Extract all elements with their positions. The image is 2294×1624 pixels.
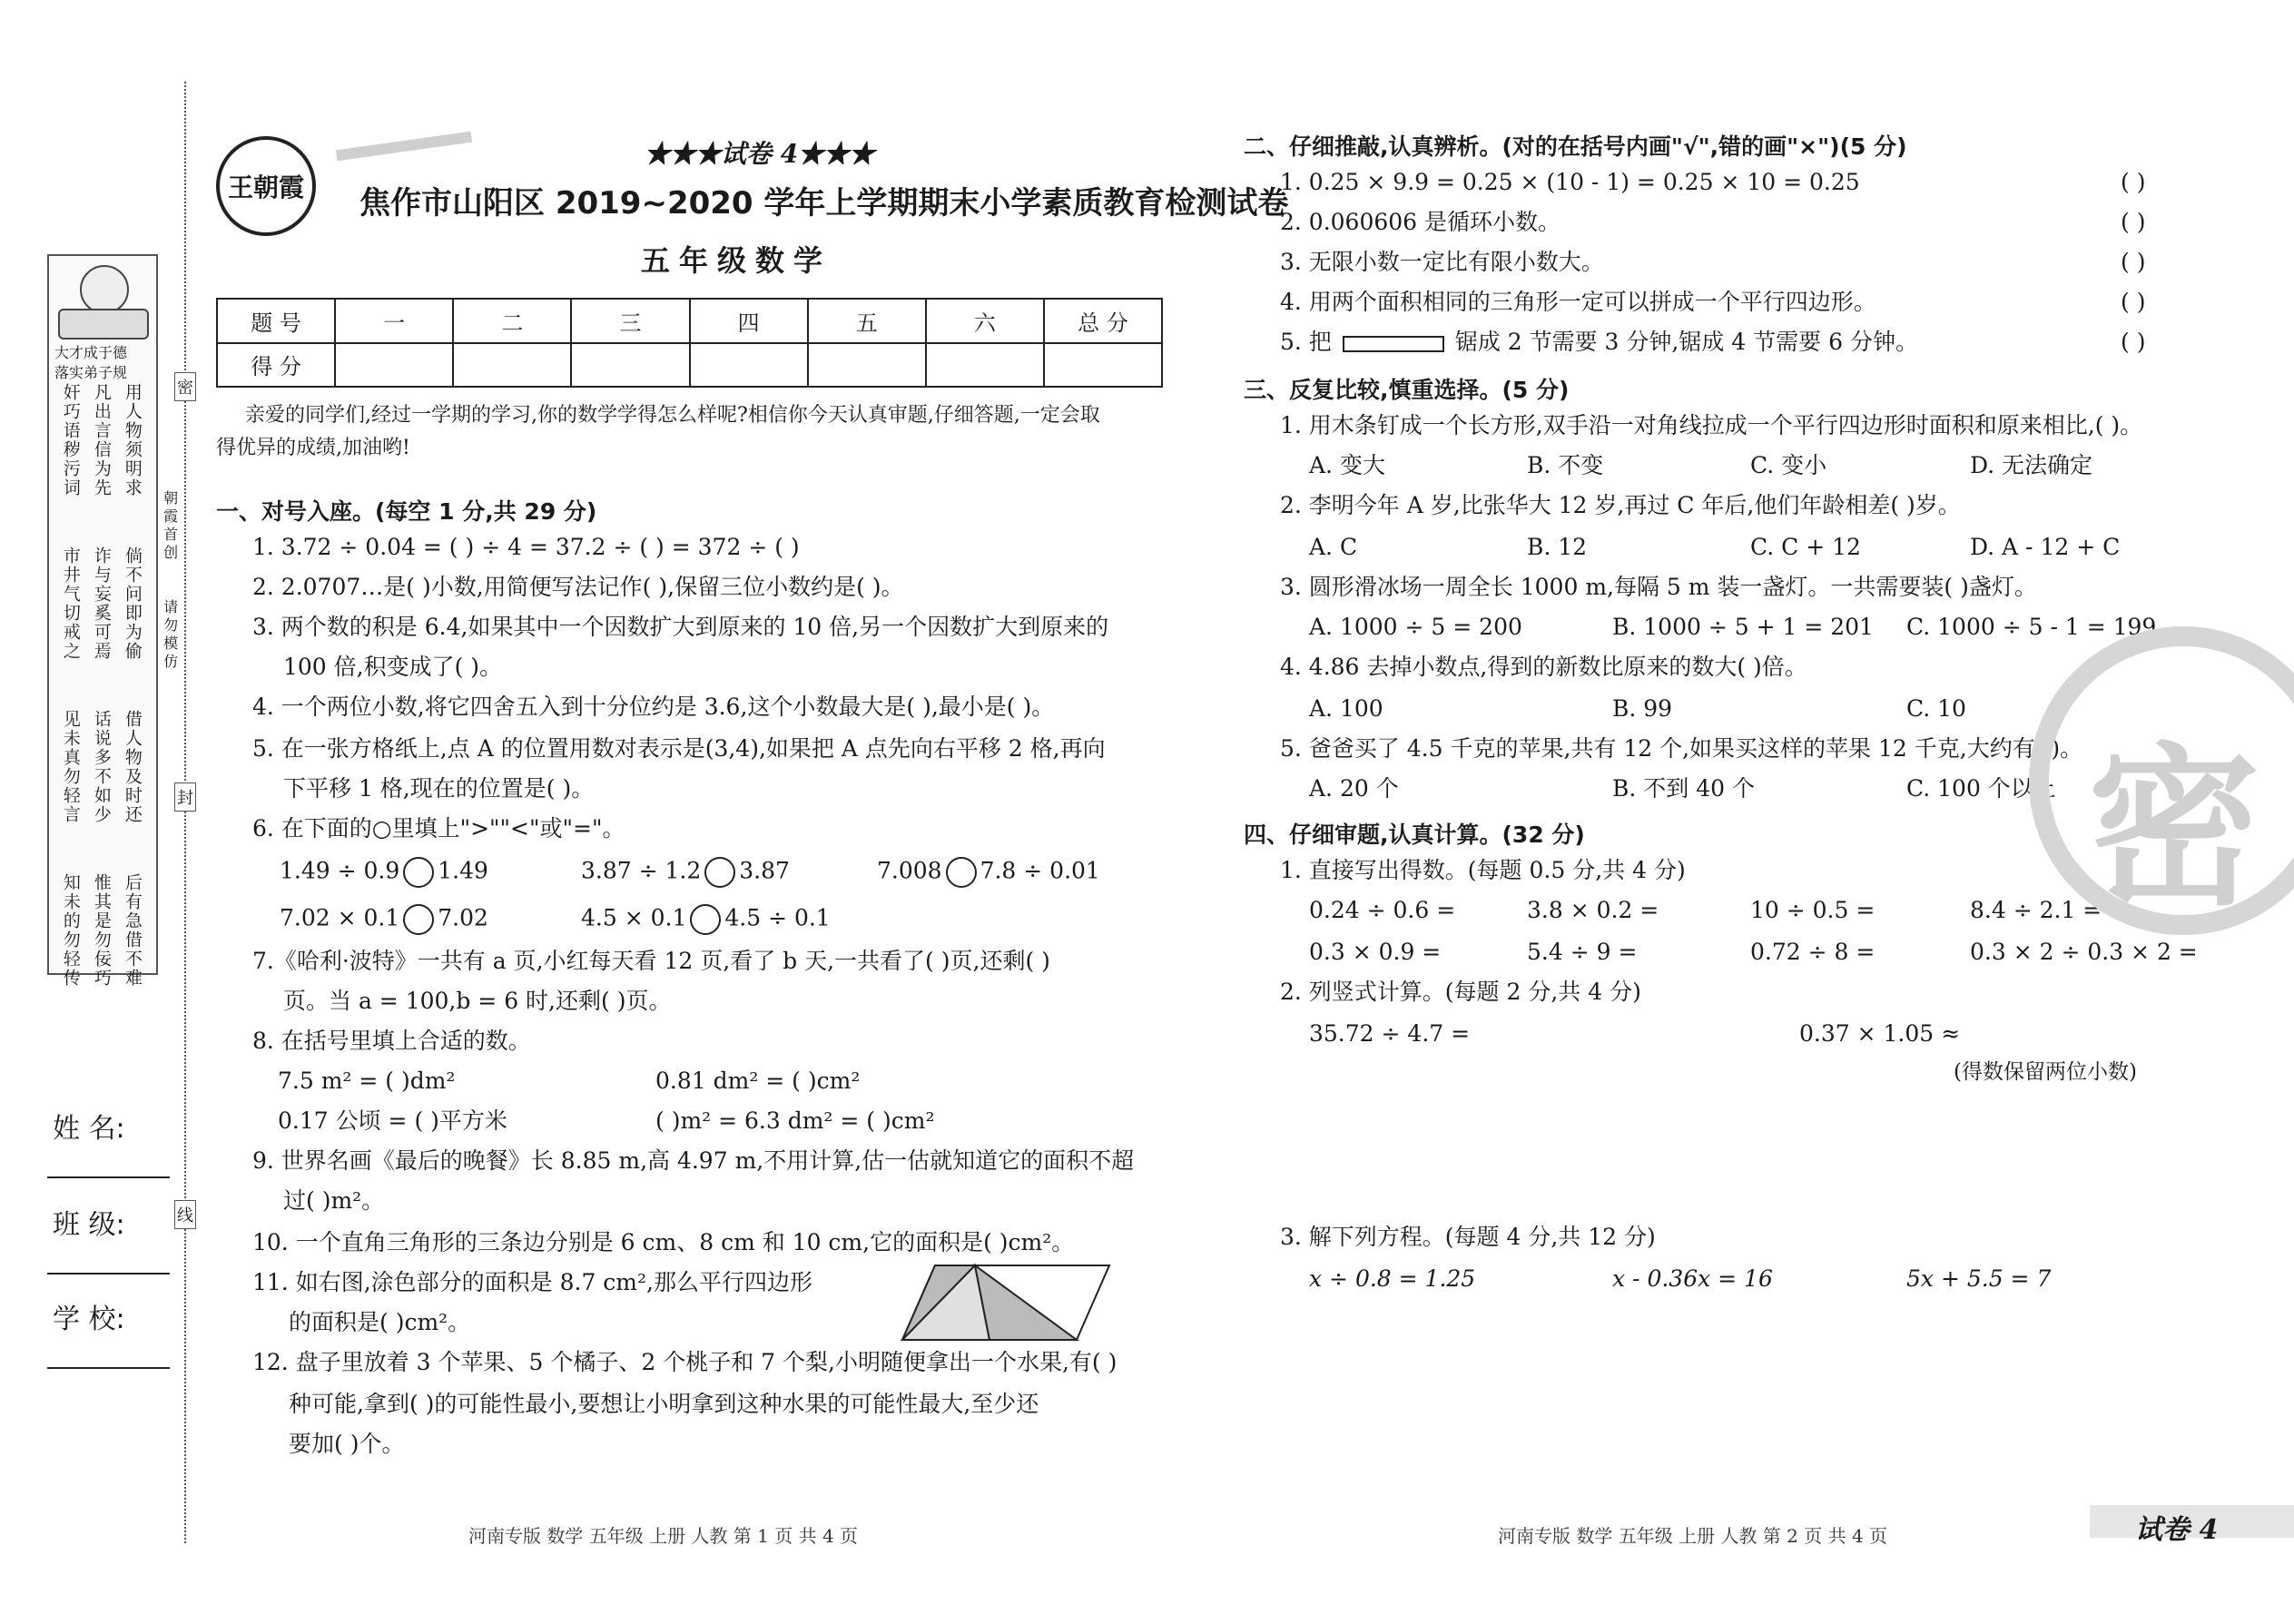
section-4-heading: 四、仔细审题,认真计算。(32 分) bbox=[1244, 822, 1585, 848]
calc-1-item-6: 5.4 ÷ 9 = bbox=[1527, 939, 1638, 965]
q6-expr: 1.49 bbox=[438, 857, 488, 884]
couplet-column: 惟其是勿佞巧 bbox=[91, 873, 112, 988]
choice-3-a[interactable]: A. 1000 ÷ 5 = 200 bbox=[1309, 614, 1522, 640]
q6: 6. 在下面的○里填上">""<"或"="。 bbox=[252, 815, 625, 842]
q6-expr: 7.8 ÷ 0.01 bbox=[980, 857, 1100, 884]
logo-text: 王朝霞 bbox=[227, 172, 304, 202]
couplet-column: 诈与妄奚可焉 bbox=[91, 546, 112, 661]
ribbon-decoration bbox=[336, 132, 472, 162]
choice-5-a[interactable]: A. 20 个 bbox=[1309, 775, 1399, 802]
couplet-column: 话说多不如少 bbox=[91, 710, 112, 824]
score-table bbox=[216, 298, 1163, 388]
q3-line2: 100 倍,积变成了( )。 bbox=[283, 654, 503, 680]
cell-total: 总 分 bbox=[1044, 299, 1162, 343]
mascot-desk bbox=[58, 309, 149, 340]
choice-3-b[interactable]: B. 1000 ÷ 5 + 1 = 201 bbox=[1612, 614, 1874, 640]
judge-2: 2. 0.060606 是循环小数。 bbox=[1280, 209, 1561, 235]
judge-5-suffix: 锯成 2 节需要 3 分钟,锯成 4 节需要 6 分钟。 bbox=[1454, 329, 1918, 355]
name-line[interactable] bbox=[47, 1176, 170, 1178]
compare-circle[interactable] bbox=[403, 904, 434, 935]
choice-3: 3. 圆形滑冰场一周全长 1000 m,每隔 5 m 装一盏灯。一共需要装( )盏灯。 bbox=[1280, 574, 2037, 600]
q6-expr: 3.87 ÷ 1.2 bbox=[581, 857, 702, 884]
footer-right: 河南专版 数学 五年级 上册 人教 第 2 页 共 4 页 bbox=[1498, 1525, 1888, 1547]
q12-line3: 要加( )个。 bbox=[289, 1431, 405, 1457]
section-3-heading: 三、反复比较,慎重选择。(5 分) bbox=[1244, 377, 1570, 403]
cell-score-label: 得 分 bbox=[217, 343, 335, 388]
q8-item-2: 0.81 dm² = ( )cm² bbox=[655, 1068, 861, 1094]
wood-bar-icon bbox=[1343, 336, 1444, 352]
choice-1-d[interactable]: D. 无法确定 bbox=[1970, 452, 2093, 478]
q6-item-5 bbox=[581, 904, 831, 935]
class-label: 班 级: bbox=[53, 1209, 125, 1241]
q4: 4. 一个两位小数,将它四舍五入到十分位约是 3.6,这个小数最大是( ),最小是( )。 bbox=[252, 694, 1055, 720]
compare-circle[interactable] bbox=[704, 857, 735, 888]
judge-answer-1[interactable]: ( ) bbox=[2121, 169, 2146, 195]
calc-1-item-8: 0.3 × 2 ÷ 0.3 × 2 = bbox=[1970, 939, 2198, 965]
cell-3: 三 bbox=[571, 299, 689, 343]
equation-3: 5x + 5.5 = 7 bbox=[1906, 1265, 2052, 1292]
q11-line1: 11. 如右图,涂色部分的面积是 8.7 cm²,那么平行四边形 bbox=[252, 1269, 812, 1295]
q6-item-2 bbox=[581, 857, 790, 888]
equation-1: x ÷ 0.8 = 1.25 bbox=[1309, 1265, 1476, 1292]
judge-answer-3[interactable]: ( ) bbox=[2121, 249, 2146, 275]
cell-label: 题 号 bbox=[217, 299, 335, 343]
choice-2-a[interactable]: A. C bbox=[1309, 534, 1358, 560]
judge-1: 1. 0.25 × 9.9 = 0.25 × (10 - 1) = 0.25 × 10 = 0.25 bbox=[1280, 169, 1860, 195]
seal-char-feng: 封 bbox=[174, 782, 196, 812]
q9-line2: 过( )m²。 bbox=[283, 1187, 385, 1214]
calc-1-title: 1. 直接写出得数。(每题 0.5 分,共 4 分) bbox=[1280, 857, 1686, 883]
score-input-1[interactable] bbox=[335, 343, 453, 388]
q6-item-4 bbox=[280, 904, 488, 935]
seal-char-xian: 线 bbox=[174, 1200, 196, 1229]
q6-expr: 4.5 ÷ 0.1 bbox=[724, 904, 831, 931]
footer-left: 河南专版 数学 五年级 上册 人教 第 1 页 共 4 页 bbox=[468, 1525, 859, 1547]
q8-item-3: 0.17 公顷 = ( )平方米 bbox=[278, 1107, 507, 1134]
exam-title: 焦作市山阳区 2019~2020 学年上学期期末小学素质教育检测试卷 bbox=[359, 185, 1289, 221]
calc-3-title: 3. 解下列方程。(每题 4 分,共 12 分) bbox=[1280, 1224, 1656, 1250]
couplet-column: 奸巧语秽污词 bbox=[60, 383, 81, 497]
intro-line-2: 得优异的成绩,加油哟! bbox=[216, 437, 410, 459]
choice-5-b[interactable]: B. 不到 40 个 bbox=[1612, 775, 1755, 802]
q5-line2: 下平移 1 格,现在的位置是( )。 bbox=[283, 775, 595, 802]
footer-tag: 试卷 4 bbox=[2135, 1514, 2219, 1546]
seal-text-1: 朝霞首创 bbox=[161, 490, 179, 563]
calc-2-title: 2. 列竖式计算。(每题 2 分,共 4 分) bbox=[1280, 979, 1641, 1005]
score-input-total[interactable] bbox=[1044, 343, 1162, 388]
q7-line1: 7.《哈利·波特》一共有 a 页,小红每天看 12 页,看了 b 天,一共看了( )页,还剩( ) bbox=[252, 948, 1050, 974]
couplet-column: 借人物及时还 bbox=[122, 710, 143, 824]
judge-answer-5[interactable]: ( ) bbox=[2121, 329, 2146, 355]
choice-4: 4. 4.86 去掉小数点,得到的新数比原来的数大( )倍。 bbox=[1280, 654, 1807, 680]
q6-expr: 7.02 bbox=[438, 904, 488, 931]
couplet-column: 知未的勿轻传 bbox=[60, 873, 81, 988]
choice-1-a[interactable]: A. 变大 bbox=[1309, 452, 1385, 478]
couplet-column: 市井气切戒之 bbox=[60, 546, 81, 661]
calc-1-item-2: 3.8 × 0.2 = bbox=[1527, 897, 1659, 923]
score-row-values bbox=[217, 343, 1162, 388]
name-label: 姓 名: bbox=[53, 1113, 125, 1145]
couplet-column: 用人物须明求 bbox=[122, 383, 143, 497]
score-input-3[interactable] bbox=[571, 343, 689, 388]
choice-1-c[interactable]: C. 变小 bbox=[1750, 452, 1827, 478]
choice-4-b[interactable]: B. 99 bbox=[1612, 695, 1673, 722]
seal-char-mi: 密 bbox=[174, 372, 196, 401]
choice-3-c[interactable]: C. 1000 ÷ 5 - 1 = 199 bbox=[1906, 614, 2157, 640]
section-2-heading: 二、仔细推敲,认真辨析。(对的在括号内画"√",错的画"×")(5 分) bbox=[1244, 133, 1907, 160]
calc-2-item-2: 0.37 × 1.05 ≈ bbox=[1799, 1020, 1961, 1047]
choice-5-c[interactable]: C. 100 个以上 bbox=[1906, 775, 2056, 802]
score-input-6[interactable] bbox=[926, 343, 1044, 388]
score-input-2[interactable] bbox=[453, 343, 571, 388]
q10: 10. 一个直角三角形的三条边分别是 6 cm、8 cm 和 10 cm,它的面积是( )cm²。 bbox=[252, 1229, 1075, 1255]
q8-item-4: ( )m² = 6.3 dm² = ( )cm² bbox=[655, 1107, 935, 1134]
q11-line2: 的面积是( )cm²。 bbox=[289, 1309, 471, 1335]
q12-line2: 种可能,拿到( )的可能性最小,要想让小明拿到这种水果的可能性最大,至少还 bbox=[289, 1391, 1039, 1417]
judge-answer-4[interactable]: ( ) bbox=[2121, 289, 2146, 315]
judge-4: 4. 用两个面积相同的三角形一定可以拼成一个平行四边形。 bbox=[1280, 289, 1876, 315]
q2: 2. 2.0707…是( )小数,用简便写法记作( ),保留三位小数约是( )。 bbox=[252, 574, 904, 600]
calc-2-note: (得数保留两位小数) bbox=[1954, 1060, 2137, 1084]
choice-2: 2. 李明今年 A 岁,比张华大 12 岁,再过 C 年后,他们年龄相差( )岁。 bbox=[1280, 492, 1961, 518]
q6-item-3 bbox=[877, 857, 1100, 888]
calc-1-item-7: 0.72 ÷ 8 = bbox=[1750, 939, 1876, 965]
cell-2: 二 bbox=[453, 299, 571, 343]
choice-1: 1. 用木条钉成一个长方形,双手沿一对角线拉成一个平行四边形时面积和原来相比,( )。 bbox=[1280, 412, 2143, 438]
couplet-column: 见未真勿轻言 bbox=[60, 710, 81, 824]
q6-expr: 7.008 bbox=[877, 857, 942, 884]
judge-5 bbox=[1280, 330, 1918, 353]
q8: 8. 在括号里填上合适的数。 bbox=[252, 1028, 531, 1054]
score-row-header bbox=[217, 299, 1162, 343]
parallelogram-figure bbox=[899, 1262, 1117, 1343]
couplet-column: 倘不问即为偷 bbox=[122, 546, 143, 661]
choice-2-c[interactable]: C. C + 12 bbox=[1750, 534, 1861, 560]
q6-expr: 7.02 × 0.1 bbox=[280, 904, 400, 931]
school-label: 学 校: bbox=[53, 1304, 125, 1335]
logo-badge bbox=[216, 136, 316, 236]
choice-5: 5. 爸爸买了 4.5 千克的苹果,共有 12 个,如果买这样的苹果 12 千克,大约有( )。 bbox=[1280, 735, 2083, 762]
couplet-column: 凡出言信为先 bbox=[91, 383, 112, 497]
q1: 1. 3.72 ÷ 0.04 = ( ) ÷ 4 = 37.2 ÷ ( ) = 372 ÷ ( ) bbox=[252, 534, 800, 560]
compare-circle[interactable] bbox=[946, 857, 977, 888]
motto-line-1: 大才成于德 bbox=[54, 344, 128, 361]
choice-4-c[interactable]: C. 10 bbox=[1906, 695, 1966, 722]
q7-line2: 页。当 a = 100,b = 6 时,还剩( )页。 bbox=[283, 988, 672, 1014]
q8-item-1: 7.5 m² = ( )dm² bbox=[278, 1068, 456, 1094]
q9-line1: 9. 世界名画《最后的晚餐》长 8.85 m,高 4.97 m,不用计算,估一估就知道它的面积不超 bbox=[252, 1147, 1135, 1174]
cell-4: 四 bbox=[690, 299, 808, 343]
q6-expr: 3.87 bbox=[739, 857, 790, 884]
q6-expr: 1.49 ÷ 0.9 bbox=[280, 857, 400, 884]
paper-label: ★★★试卷 4★★★ bbox=[645, 139, 875, 169]
judge-answer-2[interactable]: ( ) bbox=[2121, 209, 2146, 235]
q12-line1: 12. 盘子里放着 3 个苹果、5 个橘子、2 个桃子和 7 个梨,小明随便拿出一个水果,有( ) bbox=[252, 1349, 1117, 1375]
exam-subtitle: 五年级数学 bbox=[641, 243, 832, 278]
q5-line1: 5. 在一张方格纸上,点 A 的位置用数对表示是(3,4),如果把 A 点先向右平移 2 格,再向 bbox=[252, 735, 1106, 762]
q3-line1: 3. 两个数的积是 6.4,如果其中一个因数扩大到原来的 10 倍,另一个因数扩大到原来的 bbox=[252, 614, 1109, 640]
intro-line-1: 亲爱的同学们,经过一学期的学习,你的数学学得怎么样呢?相信你今天认真审题,仔细答题,一定会取 bbox=[245, 404, 1100, 427]
calc-1-item-1: 0.24 ÷ 0.6 = bbox=[1309, 897, 1456, 923]
equation-2: x - 0.36x = 16 bbox=[1612, 1265, 1773, 1292]
couplet-column: 后有急借不难 bbox=[122, 873, 143, 988]
choice-2-d[interactable]: D. A - 12 + C bbox=[1970, 534, 2121, 560]
school-line[interactable] bbox=[47, 1367, 170, 1369]
motto-line-2: 落实弟子规 bbox=[54, 364, 128, 381]
binding-line bbox=[184, 82, 186, 1543]
section-1-heading: 一、对号入座。(每空 1 分,共 29 分) bbox=[216, 498, 597, 525]
judge-3: 3. 无限小数一定比有限小数大。 bbox=[1280, 249, 1604, 275]
compare-circle[interactable] bbox=[403, 857, 434, 888]
choice-4-a[interactable]: A. 100 bbox=[1309, 695, 1383, 722]
seal-text-2: 请勿模仿 bbox=[161, 599, 179, 672]
secret-stamp-char: 密 bbox=[2088, 728, 2261, 929]
cell-5: 五 bbox=[808, 299, 926, 343]
q6-item-1 bbox=[280, 857, 488, 888]
calc-1-item-4: 8.4 ÷ 2.1 = bbox=[1970, 897, 2102, 923]
compare-circle[interactable] bbox=[690, 904, 721, 935]
calc-1-item-3: 10 ÷ 0.5 = bbox=[1750, 897, 1876, 923]
score-input-4[interactable] bbox=[690, 343, 808, 388]
calc-2-item-1: 35.72 ÷ 4.7 = bbox=[1309, 1020, 1471, 1047]
q6-expr: 4.5 × 0.1 bbox=[581, 904, 687, 931]
choice-2-b[interactable]: B. 12 bbox=[1527, 534, 1588, 560]
choice-1-b[interactable]: B. 不变 bbox=[1527, 452, 1604, 478]
calc-1-item-5: 0.3 × 0.9 = bbox=[1309, 939, 1442, 965]
class-line[interactable] bbox=[47, 1273, 170, 1275]
cell-1: 一 bbox=[335, 299, 453, 343]
cell-6: 六 bbox=[926, 299, 1044, 343]
judge-5-prefix: 5. 把 bbox=[1280, 329, 1332, 355]
mascot-figure bbox=[80, 265, 129, 314]
score-input-5[interactable] bbox=[808, 343, 926, 388]
